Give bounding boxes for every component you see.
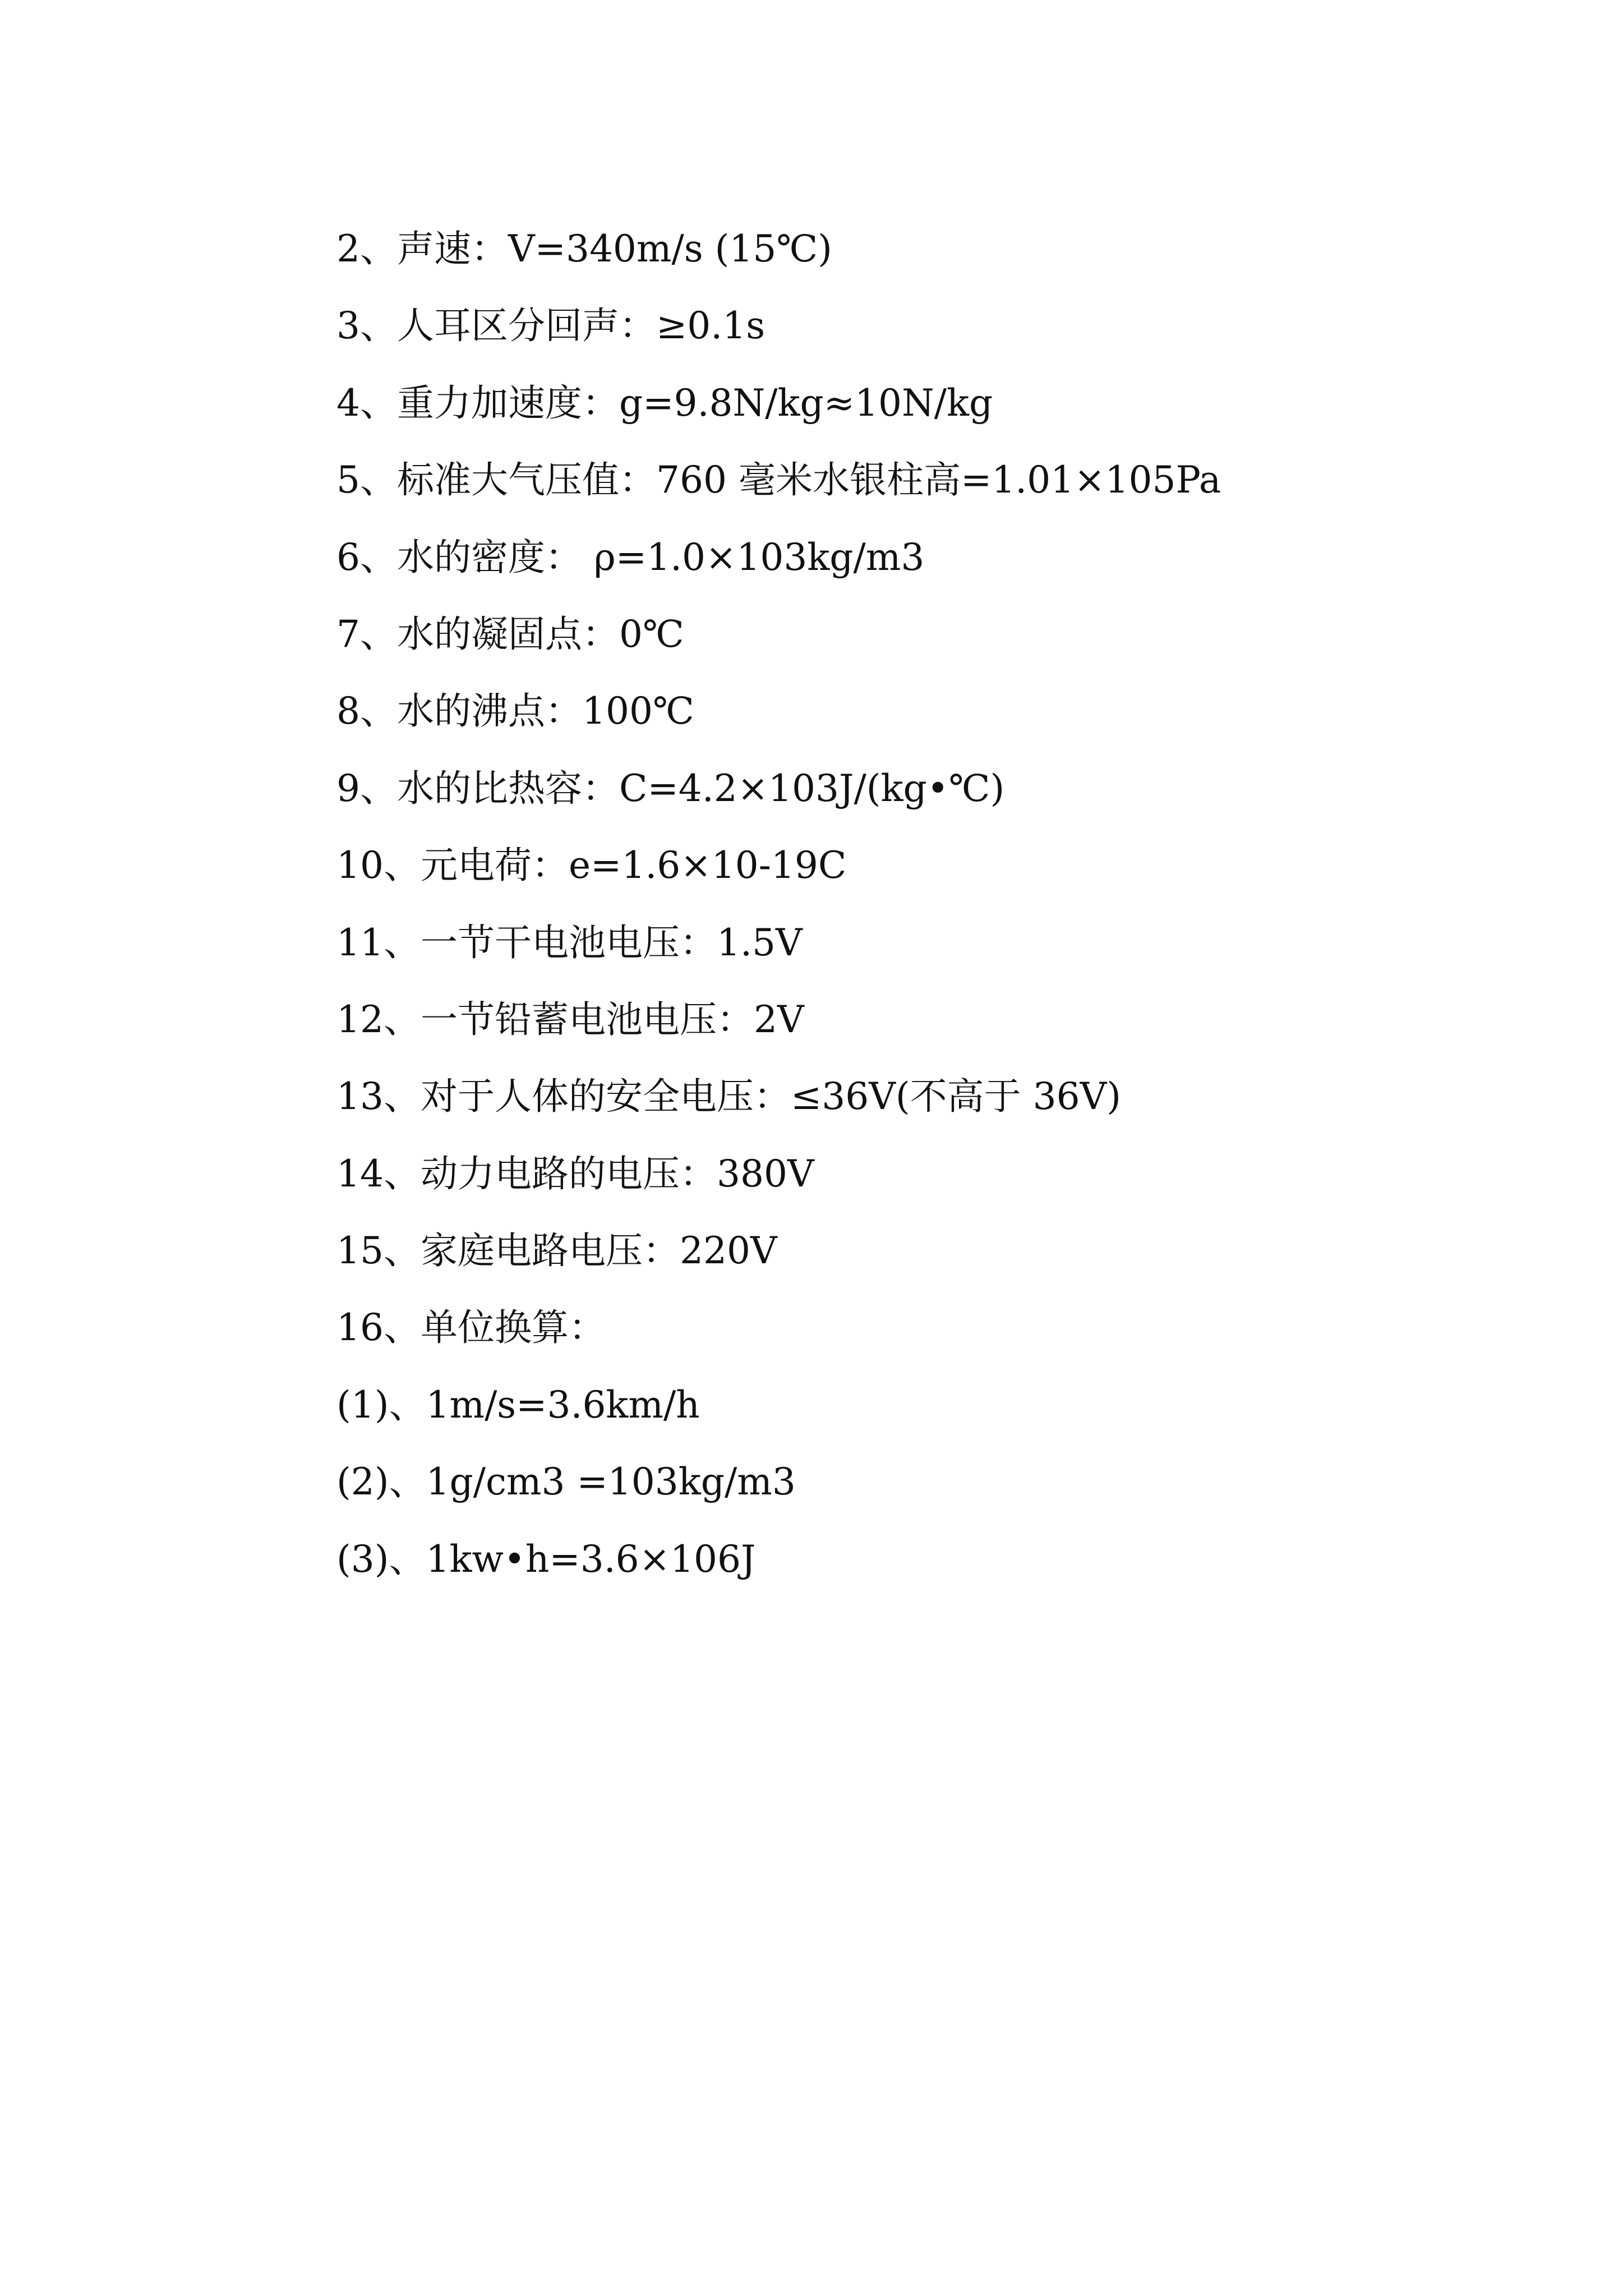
list-item: (1)、1m/s=3.6km/h <box>336 1383 700 1427</box>
list-item: 12、一节铅蓄电池电压：2V <box>336 997 804 1041</box>
list-item: (3)、1kw•h=3.6×106J <box>336 1537 756 1581</box>
constants-list <box>336 210 1514 1598</box>
list-item: 16、单位换算： <box>336 1306 606 1350</box>
list-item: (2)、1g/cm3 =103kg/m3 <box>336 1460 796 1504</box>
list-item: 13、对于人体的安全电压：≤36V(不高于 36V) <box>336 1075 1122 1119</box>
list-item: 14、动力电路的电压：380V <box>336 1152 814 1195</box>
list-item: 15、家庭电路电压：220V <box>336 1229 777 1273</box>
list-item: 7、水的凝固点：0℃ <box>336 612 684 656</box>
list-item: 6、水的密度： ρ=1.0×103kg/m3 <box>336 535 925 579</box>
list-item: 3、人耳区分回声：≥0.1s <box>336 304 766 348</box>
list-item: 9、水的比热容：C=4.2×103J/(kg•℃) <box>336 766 1005 810</box>
list-item: 11、一节干电池电压：1.5V <box>336 921 803 964</box>
list-item: 10、元电荷：e=1.6×10-19C <box>336 844 847 887</box>
list-item: 2、声速：V=340m/s (15℃) <box>336 227 832 270</box>
list-item: 4、重力加速度：g=9.8N/kg≈10N/kg <box>336 381 993 425</box>
list-item: 5、标准大气压值：760 毫米水银柱高=1.01×105Pa <box>336 458 1221 502</box>
list-item: 8、水的沸点：100℃ <box>336 689 694 733</box>
